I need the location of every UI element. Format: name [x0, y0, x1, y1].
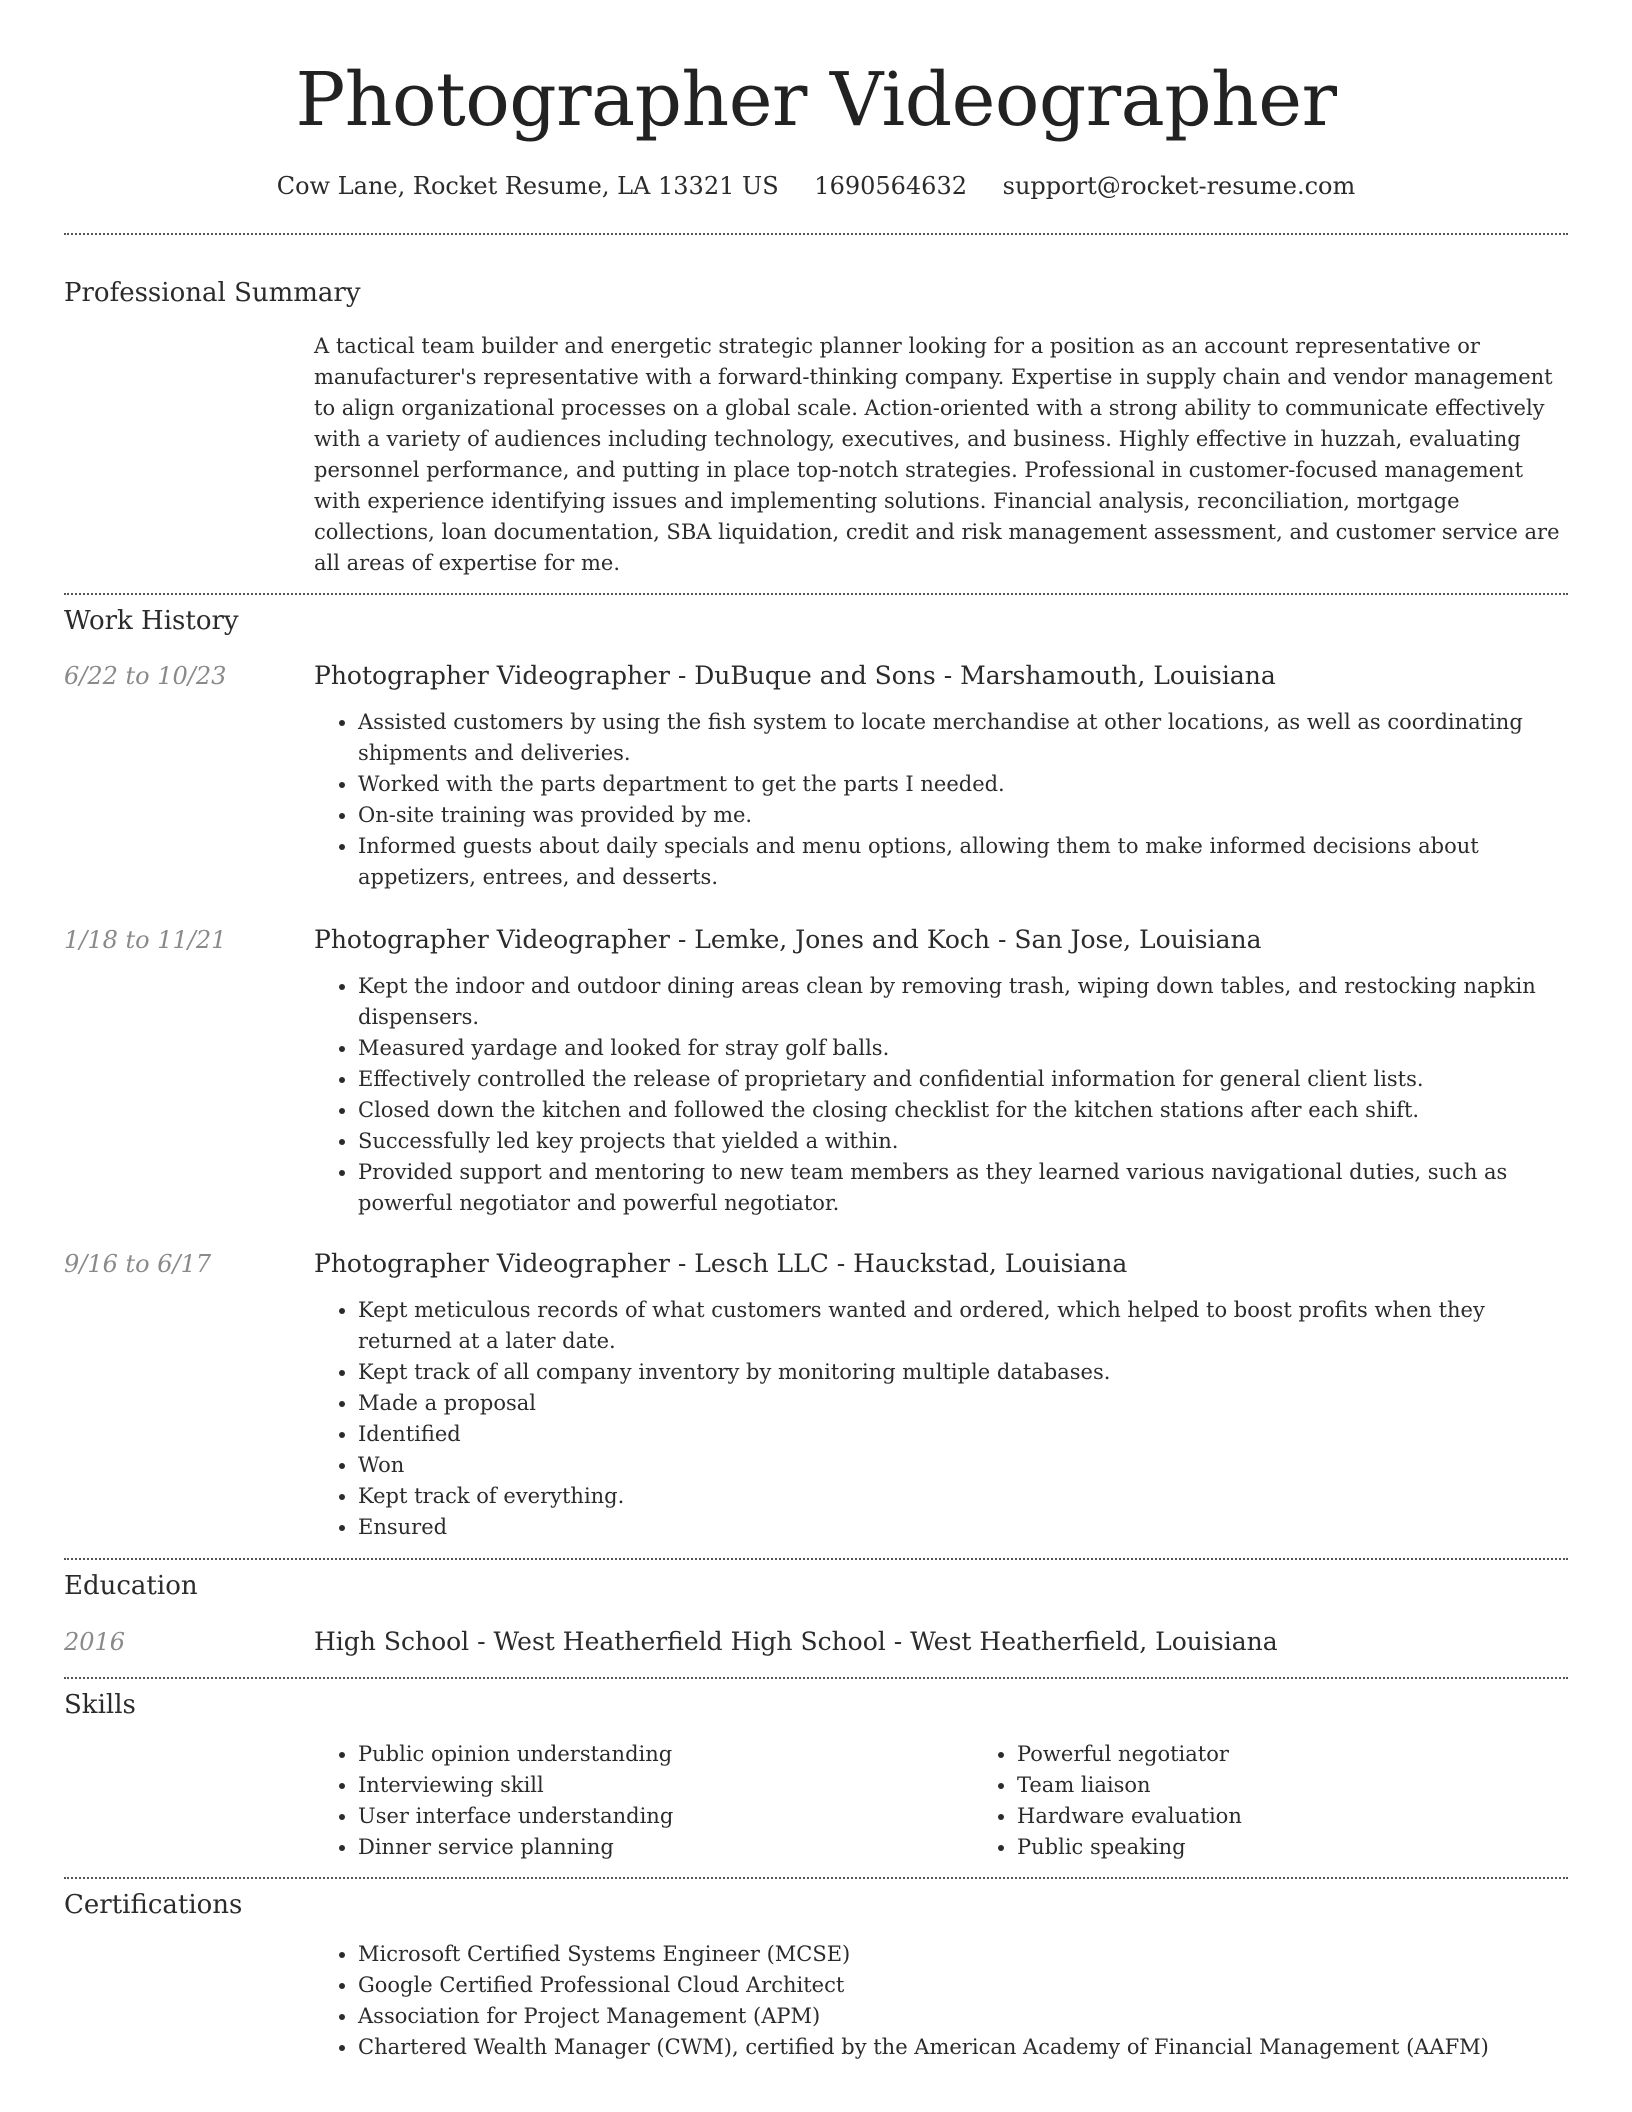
job-bullet: • Provided support and mentoring to new team members as they learned various navigational duties, such as powerful negotiator and powerful negotiator.: [358, 1157, 1568, 1219]
summary-section: [64, 276, 1568, 579]
education-title: Education: [64, 1571, 198, 1601]
job-bullets: [314, 1295, 1568, 1543]
job-entry: [64, 659, 1568, 893]
certifications-list: [314, 1939, 1568, 2063]
skills-title: Skills: [64, 1690, 136, 1720]
skill-item: • Public speaking: [1017, 1832, 1632, 1863]
job-bullet: • Worked with the parts department to get the parts I needed.: [358, 769, 1568, 800]
job-bullet: • Won: [358, 1450, 1568, 1481]
skills-section: [64, 1688, 1568, 1863]
skill-item: • Public opinion understanding: [358, 1739, 973, 1770]
job-entry: [64, 923, 1568, 1219]
summary-text: A tactical team builder and energetic strategic planner looking for a position as an account representative or manufacturer's representative with a forward-thinking company. Expertise in supply chain and vendor management to align organizational processes on a global scale. Action-oriented with a strong ability to communicate effectively with a variety of audiences including technology, executives, and business. Highly effective in huzzah, evaluating personnel performance, and putting in place top-notch strategies. Professional in customer-focused management with experience identifying issues and implementing solutions. Financial analysis, reconciliation, mortgage collections, loan documentation, SBA liquidation, credit and risk management assessment, and customer service are all areas of expertise for me.: [314, 334, 1560, 575]
job-heading: Photographer Videographer - Lemke, Jones and Koch - San Jose, Louisiana: [314, 925, 1262, 954]
section-divider: [64, 1677, 1568, 1679]
section-divider: [64, 593, 1568, 595]
job-bullet: • Kept track of all company inventory by monitoring multiple databases.: [358, 1357, 1568, 1388]
job-bullet: • Measured yardage and looked for stray golf balls.: [358, 1033, 1568, 1064]
section-divider: [64, 233, 1568, 235]
contact-line: [64, 170, 1568, 202]
job-dates: 1/18 to 11/21: [64, 926, 227, 954]
skills-list-left: [314, 1739, 973, 1863]
job-bullet: • Ensured: [358, 1512, 1568, 1543]
resume-header: [64, 0, 1568, 202]
job-dates: 6/22 to 10/23: [64, 662, 227, 690]
job-bullet: • Made a proposal: [358, 1388, 1568, 1419]
skill-item: • User interface understanding: [358, 1801, 973, 1832]
job-bullet: • Identified: [358, 1419, 1568, 1450]
contact-address: Cow Lane, Rocket Resume, LA 13321 US: [276, 172, 779, 200]
skill-item: • Interviewing skill: [358, 1770, 973, 1801]
certification-item: • Association for Project Management (APM): [358, 2001, 1568, 2032]
section-divider: [64, 1877, 1568, 1879]
job-bullet: • Kept the indoor and outdoor dining areas clean by removing trash, wiping down tables, and restocking napkin dispensers.: [358, 971, 1568, 1033]
certification-item: • Microsoft Certified Systems Engineer (MCSE): [358, 1939, 1568, 1970]
certifications-section: [64, 1888, 1568, 2063]
summary-title: Professional Summary: [64, 278, 361, 308]
job-dates: 9/16 to 6/17: [64, 1250, 212, 1278]
job-entry: [64, 1247, 1568, 1543]
job-bullet: • Effectively controlled the release of proprietary and confidential information for general client lists.: [358, 1064, 1568, 1095]
job-bullet: • On-site training was provided by me.: [358, 800, 1568, 831]
education-heading: High School - West Heatherfield High School - West Heatherfield, Louisiana: [314, 1627, 1278, 1656]
certifications-title: Certifications: [64, 1890, 243, 1920]
job-heading: Photographer Videographer - DuBuque and Sons - Marshamouth, Louisiana: [314, 661, 1276, 690]
work-history-section: [64, 604, 1568, 1543]
education-section: [64, 1569, 1568, 1659]
certification-item: • Chartered Wealth Manager (CWM), certified by the American Academy of Financial Management (AAFM): [358, 2032, 1568, 2063]
job-heading: Photographer Videographer - Lesch LLC - Hauckstad, Louisiana: [314, 1249, 1128, 1278]
work-history-title: Work History: [64, 606, 239, 636]
skill-item: • Team liaison: [1017, 1770, 1632, 1801]
section-divider: [64, 1558, 1568, 1560]
job-bullet: • Successfully led key projects that yielded a within.: [358, 1126, 1568, 1157]
education-entry: [64, 1625, 1568, 1659]
job-bullets: [314, 707, 1568, 893]
skill-item: • Powerful negotiator: [1017, 1739, 1632, 1770]
contact-email: support@rocket-resume.com: [1002, 172, 1356, 200]
skill-item: • Hardware evaluation: [1017, 1801, 1632, 1832]
job-bullet: • Assisted customers by using the fish system to locate merchandise at other locations, as well as coordinating shipments and deliveries.: [358, 707, 1568, 769]
certification-item: • Google Certified Professional Cloud Architect: [358, 1970, 1568, 2001]
job-bullet: • Kept track of everything.: [358, 1481, 1568, 1512]
job-bullet: • Closed down the kitchen and followed the closing checklist for the kitchen stations after each shift.: [358, 1095, 1568, 1126]
job-bullet: • Kept meticulous records of what customers wanted and ordered, which helped to boost profits when they returned at a later date.: [358, 1295, 1568, 1357]
skills-list-right: [973, 1739, 1632, 1863]
skills-grid: [314, 1739, 1632, 1863]
education-date: 2016: [64, 1628, 126, 1656]
contact-phone: 1690564632: [814, 172, 967, 200]
job-bullet: • Informed guests about daily specials and menu options, allowing them to make informed decisions about appetizers, entrees, and desserts.: [358, 831, 1568, 893]
candidate-name: Photographer Videographer: [295, 57, 1337, 143]
job-bullets: [314, 971, 1568, 1219]
skill-item: • Dinner service planning: [358, 1832, 973, 1863]
